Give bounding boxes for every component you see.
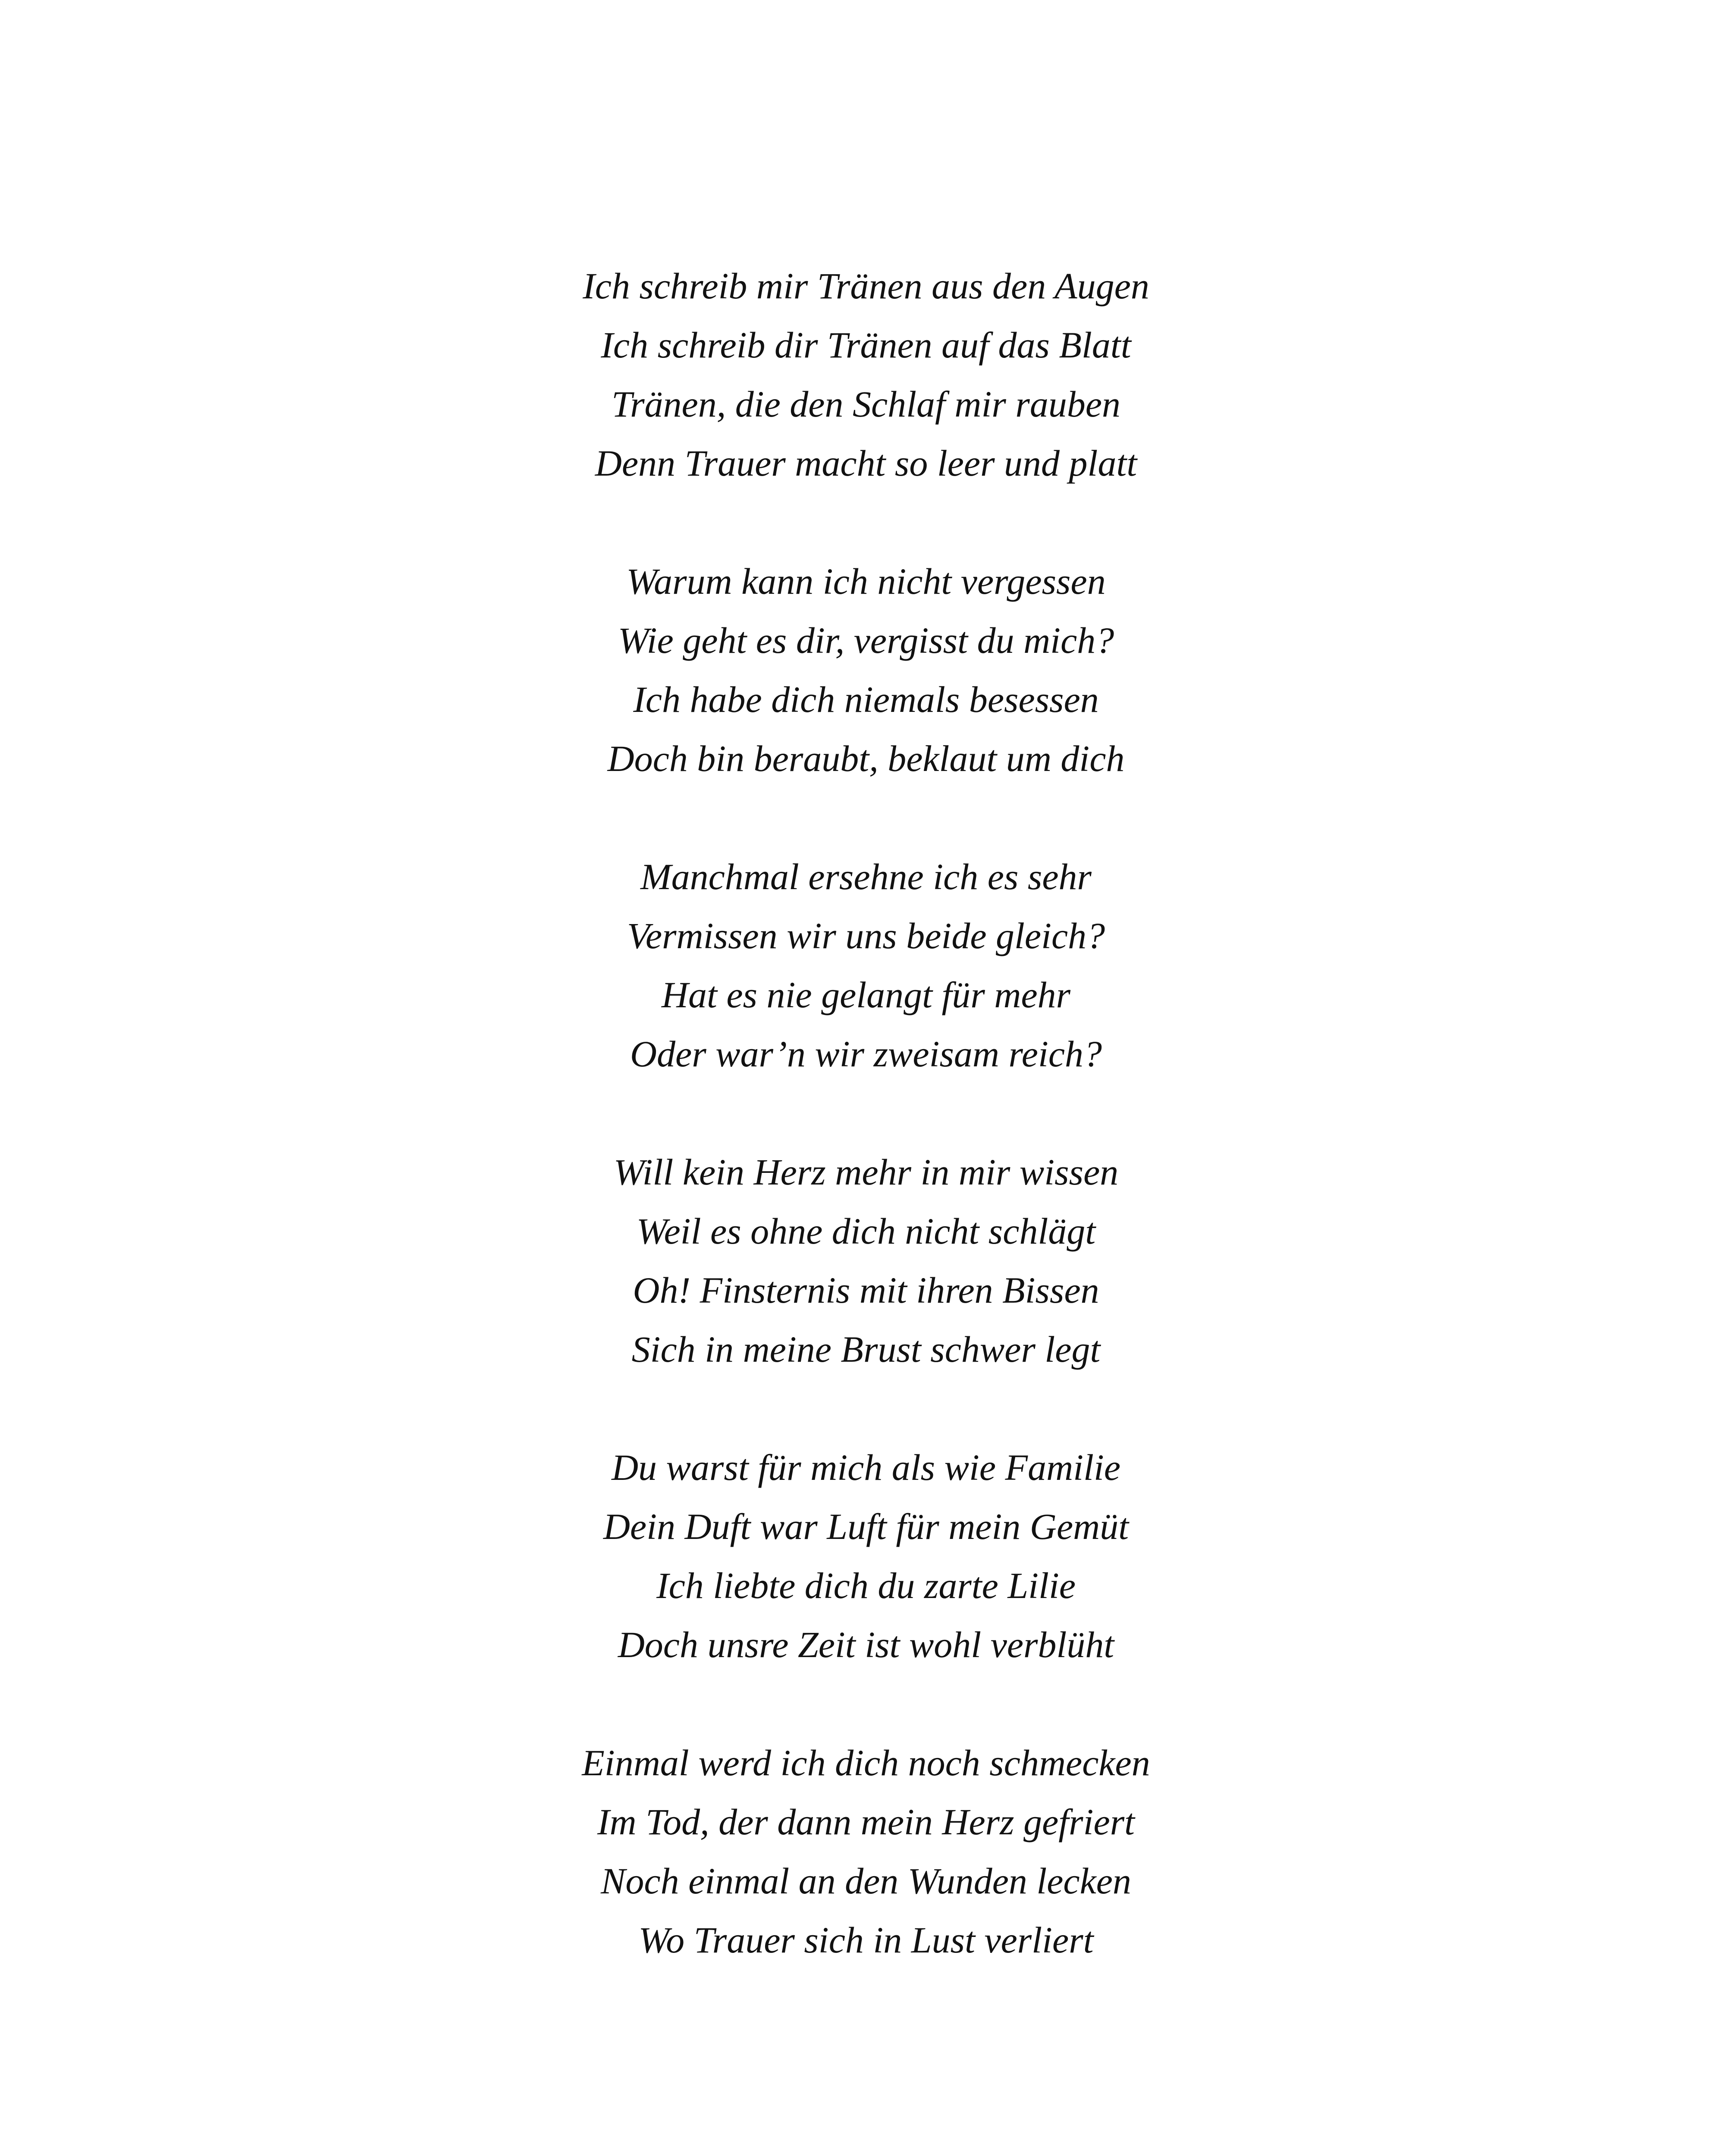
poem-line: Oh! Finsternis mit ihren Bissen	[633, 1269, 1099, 1311]
stanza-1	[0, 257, 1732, 493]
stanza-6	[0, 1733, 1732, 1970]
poem-line: Ich liebte dich du zarte Lilie	[656, 1565, 1076, 1606]
poem-line: Wo Trauer sich in Lust verliert	[638, 1919, 1094, 1961]
poem-line: Warum kann ich nicht vergessen	[626, 561, 1106, 602]
poem-line: Vermissen wir uns beide gleich?	[627, 915, 1105, 956]
poem-line: Sich in meine Brust schwer legt	[631, 1329, 1101, 1370]
poem-line: Ich schreib mir Tränen aus den Augen	[583, 265, 1149, 307]
poem-line: Tränen, die den Schlaf mir rauben	[611, 383, 1121, 425]
poem-line: Doch bin beraubt, beklaut um dich	[607, 738, 1125, 779]
poem-line: Einmal werd ich dich noch schmecken	[582, 1742, 1150, 1783]
poem-line: Wie geht es dir, vergisst du mich?	[618, 620, 1114, 661]
poem-line: Du warst für mich als wie Familie	[611, 1447, 1121, 1488]
poem-line: Doch unsre Zeit ist wohl verblüht	[618, 1624, 1114, 1665]
poem-line: Noch einmal an den Wunden lecken	[601, 1860, 1131, 1902]
poem-line: Weil es ohne dich nicht schlägt	[636, 1210, 1096, 1252]
poem-line: Ich schreib dir Tränen auf das Blatt	[601, 324, 1131, 366]
poem-line: Oder war’n wir zweisam reich?	[630, 1033, 1102, 1075]
poem-line: Will kein Herz mehr in mir wissen	[613, 1151, 1119, 1193]
poem-line: Manchmal ersehne ich es sehr	[640, 856, 1092, 897]
poem-line: Dein Duft war Luft für mein Gemüt	[603, 1506, 1129, 1547]
poem	[0, 257, 1732, 2029]
poem-line: Im Tod, der dann mein Herz gefriert	[597, 1801, 1135, 1843]
poem-line: Hat es nie gelangt für mehr	[661, 974, 1071, 1015]
poem-line: Ich habe dich niemals besessen	[633, 679, 1099, 720]
poem-line: Denn Trauer macht so leer und platt	[595, 442, 1137, 484]
stanza-2	[0, 552, 1732, 788]
stanza-3	[0, 847, 1732, 1084]
stanza-4	[0, 1143, 1732, 1379]
stanza-5	[0, 1438, 1732, 1674]
